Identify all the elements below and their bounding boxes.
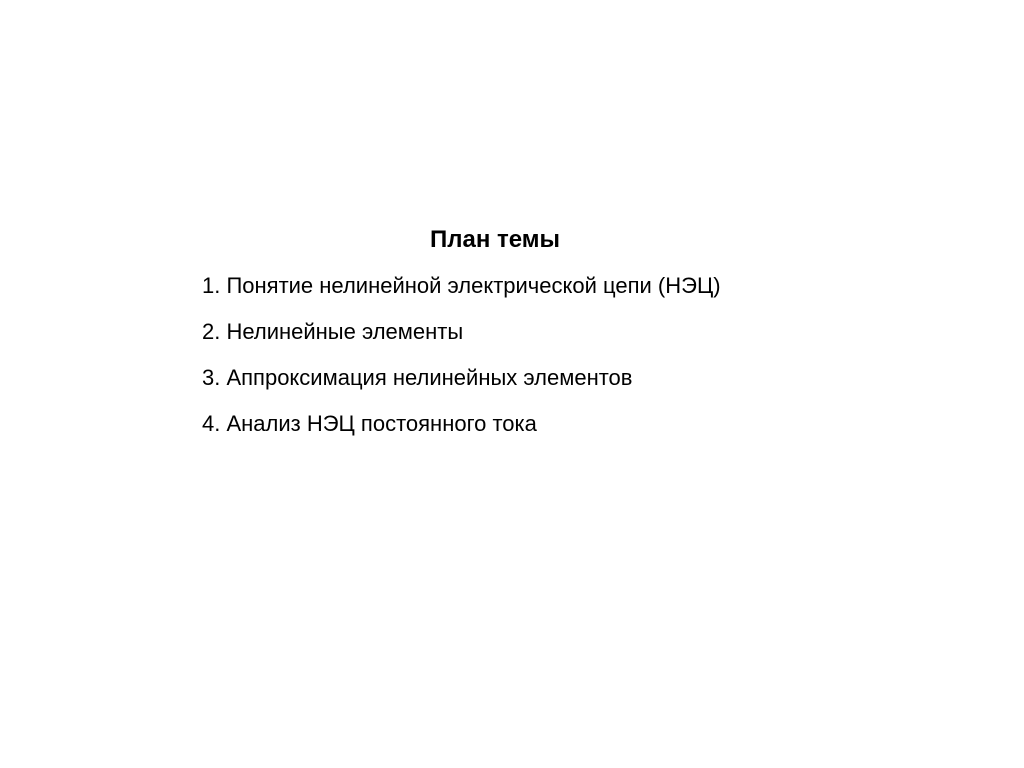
topic-plan-list [202, 270, 721, 454]
plan-item-4: 4. Анализ НЭЦ постоянного тока [202, 411, 537, 436]
plan-item-3: 3. Аппроксимация нелинейных элементов [202, 365, 633, 390]
slide-title: План темы [429, 226, 561, 253]
plan-item-2: 2. Нелинейные элементы [202, 319, 464, 344]
plan-item-1: 1. Понятие нелинейной электрической цепи (НЭЦ) [202, 273, 721, 298]
